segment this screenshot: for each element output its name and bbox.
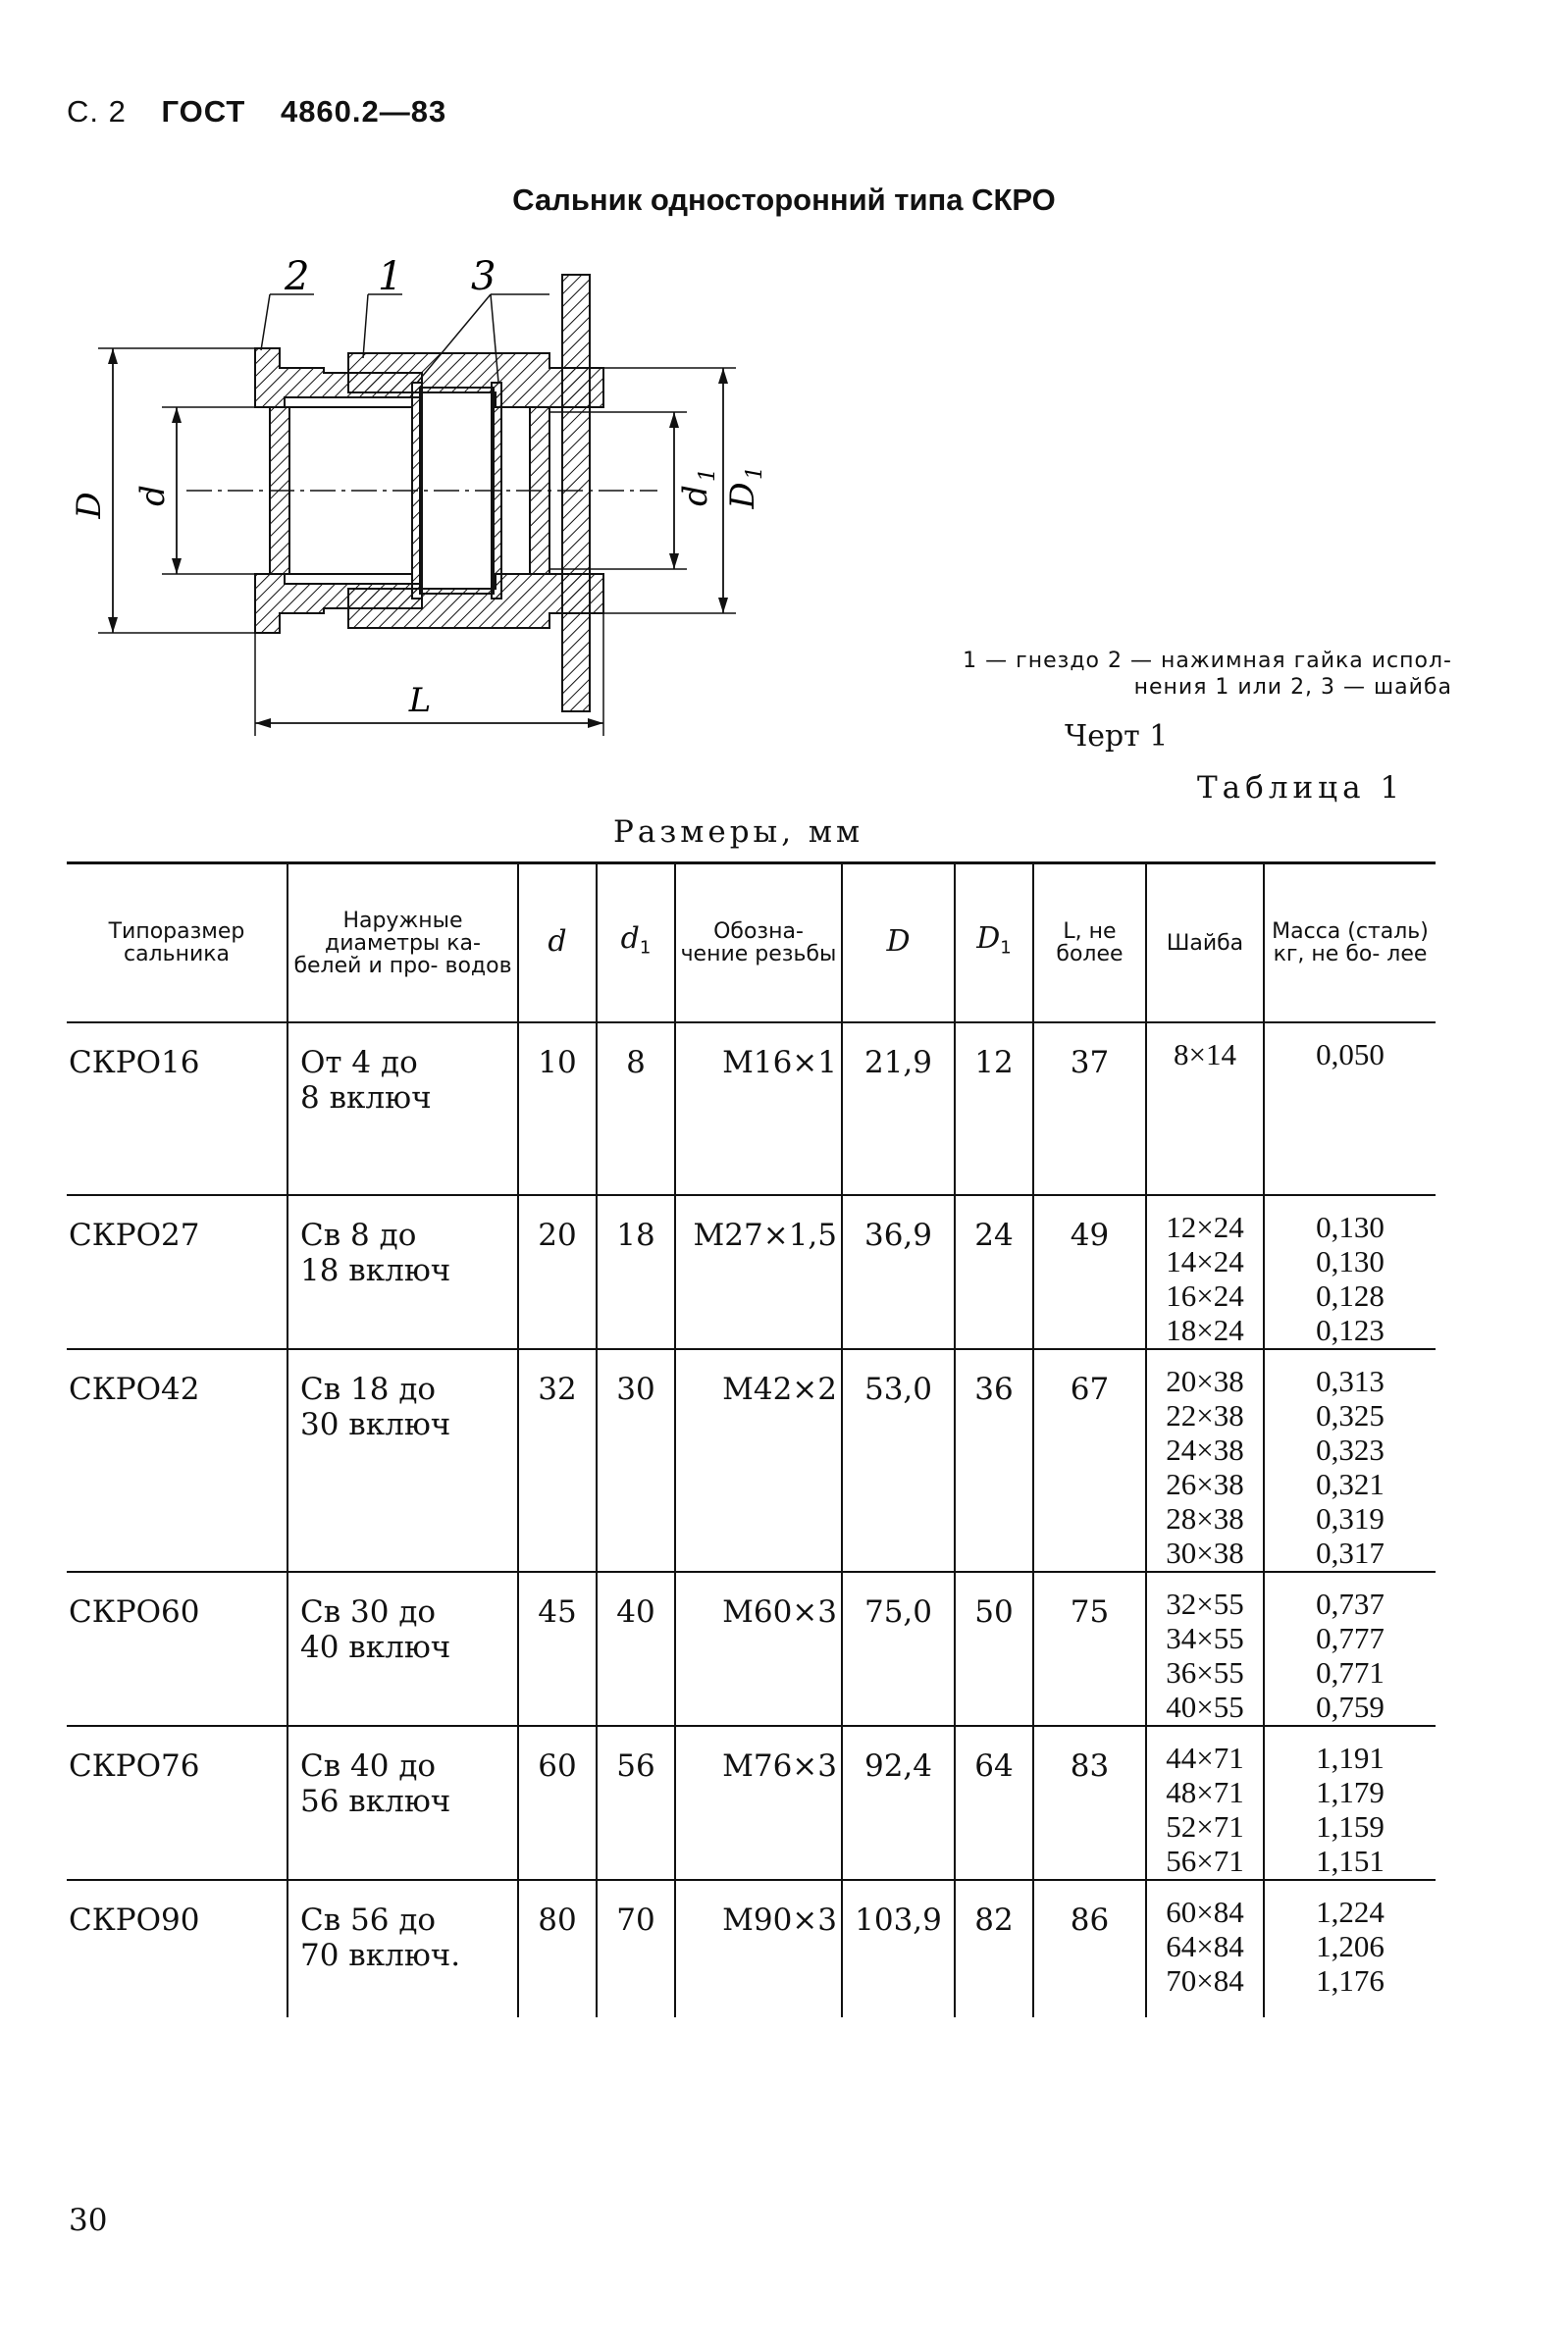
col-D: D <box>842 863 955 1023</box>
cell-D: 75,0 <box>842 1572 955 1726</box>
cell-washer: 60×84 64×84 70×84 <box>1146 1880 1264 2017</box>
cell-mass: 0,737 0,777 0,771 0,759 <box>1264 1572 1436 1726</box>
dim-D1-label <box>723 466 767 510</box>
cell-d1: 40 <box>597 1572 675 1726</box>
callout-3: 3 <box>471 254 497 299</box>
table-header-row <box>67 863 1436 1023</box>
cell-d: 10 <box>518 1022 597 1195</box>
cell-L: 49 <box>1033 1195 1146 1349</box>
page-number: 30 <box>69 2203 108 2238</box>
cell-range: Св 18 до 30 включ <box>287 1349 518 1572</box>
cell-d: 32 <box>518 1349 597 1572</box>
dim-d1-label <box>676 468 720 506</box>
cell-d: 60 <box>518 1726 597 1880</box>
table-row <box>67 1880 1436 2017</box>
callout-2: 2 <box>285 254 310 299</box>
figure-label: Черт 1 <box>1065 719 1169 754</box>
cell-mass: 0,130 0,130 0,128 0,123 <box>1264 1195 1436 1349</box>
col-washer: Шайба <box>1146 863 1264 1023</box>
cell-type: СКРО60 <box>67 1572 287 1726</box>
cell-type: СКРО42 <box>67 1349 287 1572</box>
col-L: L, не более <box>1033 863 1146 1023</box>
legend-line-1: 1 — гнездо 2 — нажимная гайка испол- <box>963 649 1452 673</box>
cell-d1: 30 <box>597 1349 675 1572</box>
cell-thread: М76×3 <box>675 1726 842 1880</box>
cell-L: 83 <box>1033 1726 1146 1880</box>
standard-label: ГОСТ <box>161 94 246 129</box>
cell-range: Св 8 до 18 включ <box>287 1195 518 1349</box>
cell-L: 37 <box>1033 1022 1146 1195</box>
cell-mass: 1,191 1,179 1,159 1,151 <box>1264 1726 1436 1880</box>
table-row <box>67 1349 1436 1572</box>
cell-D: 36,9 <box>842 1195 955 1349</box>
cell-thread: М90×3 <box>675 1880 842 2017</box>
cell-washer: 44×71 48×71 52×71 56×71 <box>1146 1726 1264 1880</box>
callout-1: 1 <box>378 254 403 299</box>
table-row <box>67 1195 1436 1349</box>
col-diameter: Наружные диаметры ка- белей и про- водов <box>287 863 518 1023</box>
dim-L-label: L <box>408 681 432 720</box>
page-ref: С. 2 <box>67 94 127 129</box>
col-mass: Масса (сталь) кг, не бо- лее <box>1264 863 1436 1023</box>
dim-d-label: d <box>133 485 173 506</box>
cell-d1: 8 <box>597 1022 675 1195</box>
svg-text:1: 1 <box>696 468 720 482</box>
col-D1: $D_1$ <box>955 863 1033 1023</box>
cell-D: 21,9 <box>842 1022 955 1195</box>
cell-type: СКРО16 <box>67 1022 287 1195</box>
table-number: Таблица 1 <box>1197 770 1405 806</box>
cell-thread: М16×1 <box>675 1022 842 1195</box>
cell-d: 20 <box>518 1195 597 1349</box>
cell-D: 92,4 <box>842 1726 955 1880</box>
cell-d1: 56 <box>597 1726 675 1880</box>
cell-type: СКРО76 <box>67 1726 287 1880</box>
legend-line-2: нения 1 или 2, 3 — шайба <box>1133 675 1452 700</box>
dim-D-label: D <box>70 492 109 519</box>
col-thread: Обозна- чение резьбы <box>675 863 842 1023</box>
cell-range: Св 30 до 40 включ <box>287 1572 518 1726</box>
cell-D1: 50 <box>955 1572 1033 1726</box>
cell-D1: 24 <box>955 1195 1033 1349</box>
cell-L: 67 <box>1033 1349 1146 1572</box>
cell-D1: 36 <box>955 1349 1033 1572</box>
svg-text:1: 1 <box>743 466 767 480</box>
cell-D1: 64 <box>955 1726 1033 1880</box>
cell-washer: 20×38 22×38 24×38 26×38 28×38 30×38 <box>1146 1349 1264 1572</box>
cell-d: 45 <box>518 1572 597 1726</box>
cell-thread: М27×1,5 <box>675 1195 842 1349</box>
cell-mass: 0,050 <box>1264 1022 1436 1195</box>
col-type: Типоразмер сальника <box>67 863 287 1023</box>
cell-washer: 12×24 14×24 16×24 18×24 <box>1146 1195 1264 1349</box>
cell-mass: 0,313 0,325 0,323 0,321 0,319 0,317 <box>1264 1349 1436 1572</box>
cell-type: СКРО27 <box>67 1195 287 1349</box>
cell-thread: М42×2 <box>675 1349 842 1572</box>
page-header <box>67 94 472 130</box>
cell-washer: 32×55 34×55 36×55 40×55 <box>1146 1572 1264 1726</box>
cell-D1: 82 <box>955 1880 1033 2017</box>
cell-washer: 8×14 <box>1146 1022 1264 1195</box>
col-d1: $d_1$ <box>597 863 675 1023</box>
document-title: Сальник односторонний типа СКРО <box>512 182 1056 217</box>
svg-text:d: d <box>676 485 715 506</box>
gland-drawing <box>69 250 775 760</box>
dimensions-table <box>67 861 1436 2017</box>
table-row <box>67 1572 1436 1726</box>
drawing-legend <box>785 648 1452 701</box>
standard-number: 4860.2—83 <box>280 94 447 129</box>
table-row <box>67 1726 1436 1880</box>
cell-L: 75 <box>1033 1572 1146 1726</box>
cell-range: От 4 до 8 включ <box>287 1022 518 1195</box>
cell-thread: М60×3 <box>675 1572 842 1726</box>
table-caption: Размеры, мм <box>613 814 864 850</box>
cell-type: СКРО90 <box>69 1903 200 1938</box>
cell-d: 80 <box>518 1880 597 2017</box>
svg-text:D: D <box>723 482 762 509</box>
cell-D: 103,9 <box>842 1880 955 2017</box>
table-row <box>67 1022 1436 1195</box>
cell-L: 86 <box>1033 1880 1146 2017</box>
cell-range: Св 40 до 56 включ <box>287 1726 518 1880</box>
cell-mass: 1,224 1,206 1,176 <box>1264 1880 1436 2017</box>
col-d: d <box>518 863 597 1023</box>
cell-D1: 12 <box>955 1022 1033 1195</box>
cell-range: Св 56 до 70 включ. <box>287 1880 518 2017</box>
cell-d1: 70 <box>597 1880 675 2017</box>
cell-d1: 18 <box>597 1195 675 1349</box>
cell-D: 53,0 <box>842 1349 955 1572</box>
